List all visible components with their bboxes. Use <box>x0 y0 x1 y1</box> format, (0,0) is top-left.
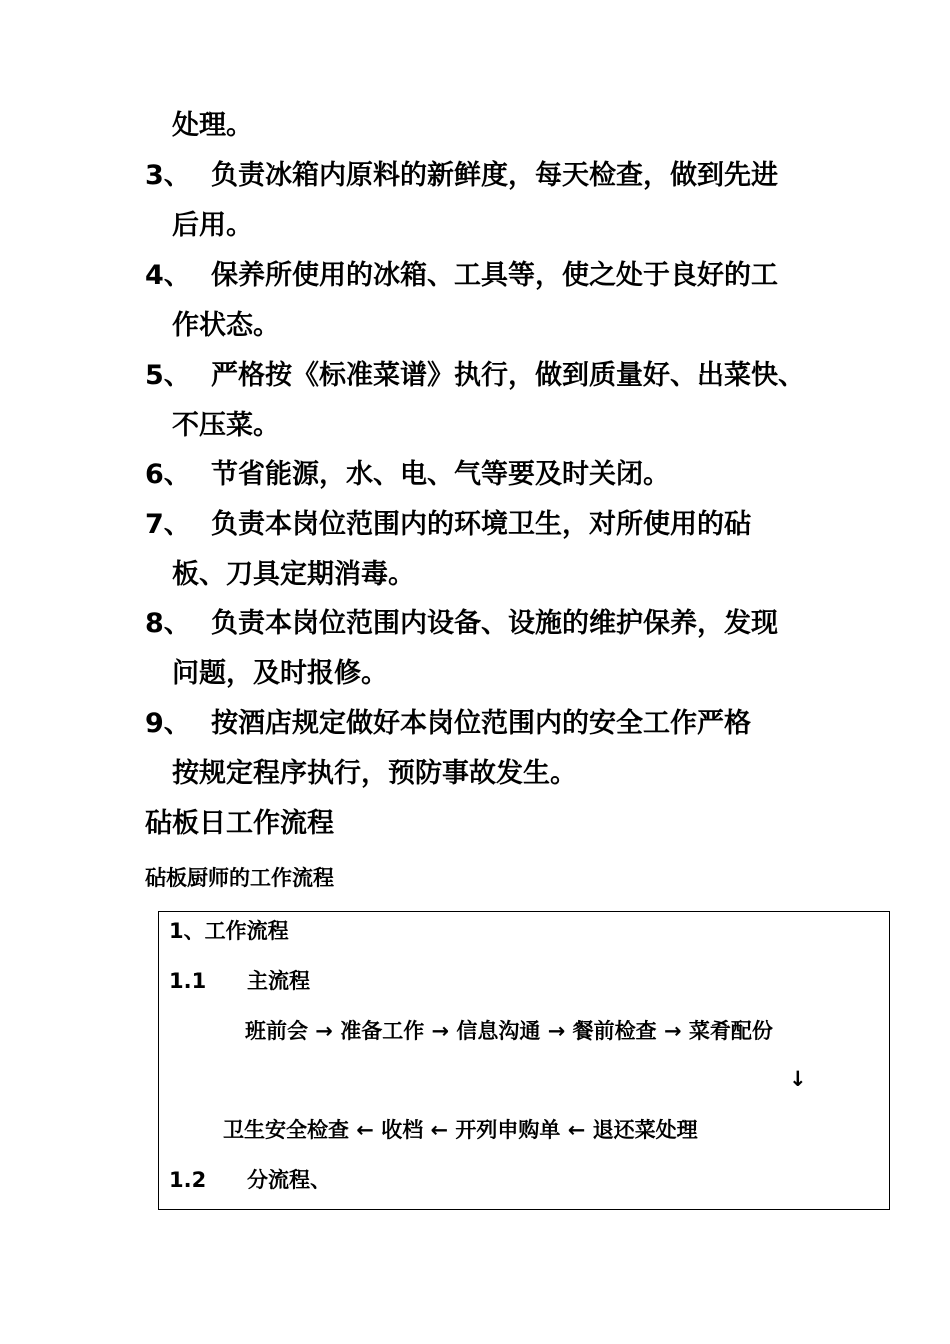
item-text: 按酒店规定做好本岗位范围内的安全工作严格 <box>211 708 751 739</box>
subsection-title: 砧板厨师的工作流程 <box>145 866 334 890</box>
flow-heading: 1、工作流程 <box>169 919 289 943</box>
flow-row-forward: 班前会 → 准备工作 → 信息沟通 → 餐前检查 → 菜肴配份 <box>245 1019 773 1043</box>
item-text: 保养所使用的冰箱、工具等，使之处于良好的工 <box>211 260 778 291</box>
item-text-cont: 问题，及时报修。 <box>172 658 388 689</box>
item-text-cont: 板、刀具定期消毒。 <box>172 559 415 590</box>
item-text: 节省能源，水、电、气等要及时关闭。 <box>211 459 670 490</box>
item-text: 严格按《标准菜谱》执行，做到质量好、出菜快、 <box>211 360 805 391</box>
item-number: 7、 <box>145 509 191 540</box>
item-text: 负责本岗位范围内设备、设施的维护保养，发现 <box>211 608 778 639</box>
item-text-cont: 不压菜。 <box>172 410 280 441</box>
down-arrow-icon: ↓ <box>789 1067 807 1091</box>
main-flow-label: 主流程 <box>247 969 310 993</box>
section-title: 砧板日工作流程 <box>145 808 334 839</box>
sub-flow-label: 分流程、 <box>247 1168 331 1192</box>
item-number: 8、 <box>145 608 191 639</box>
item-text-cont: 后用。 <box>172 210 253 241</box>
flow-box <box>158 911 890 1210</box>
item-number: 5、 <box>145 360 191 391</box>
sub-flow-number: 1.2 <box>169 1168 207 1192</box>
item-text-cont: 作状态。 <box>172 310 280 341</box>
item-number: 3、 <box>145 160 191 191</box>
continuation-text: 处理。 <box>172 110 253 141</box>
item-number: 9、 <box>145 708 191 739</box>
item-number: 4、 <box>145 260 191 291</box>
item-number: 6、 <box>145 459 191 490</box>
item-text-cont: 按规定程序执行，预防事故发生。 <box>172 758 577 789</box>
item-text: 负责冰箱内原料的新鲜度，每天检查，做到先进 <box>211 160 778 191</box>
main-flow-number: 1.1 <box>169 969 207 993</box>
flow-row-backward: 卫生安全检查 ← 收档 ← 开列申购单 ← 退还菜处理 <box>223 1118 698 1142</box>
item-text: 负责本岗位范围内的环境卫生，对所使用的砧 <box>211 509 751 540</box>
